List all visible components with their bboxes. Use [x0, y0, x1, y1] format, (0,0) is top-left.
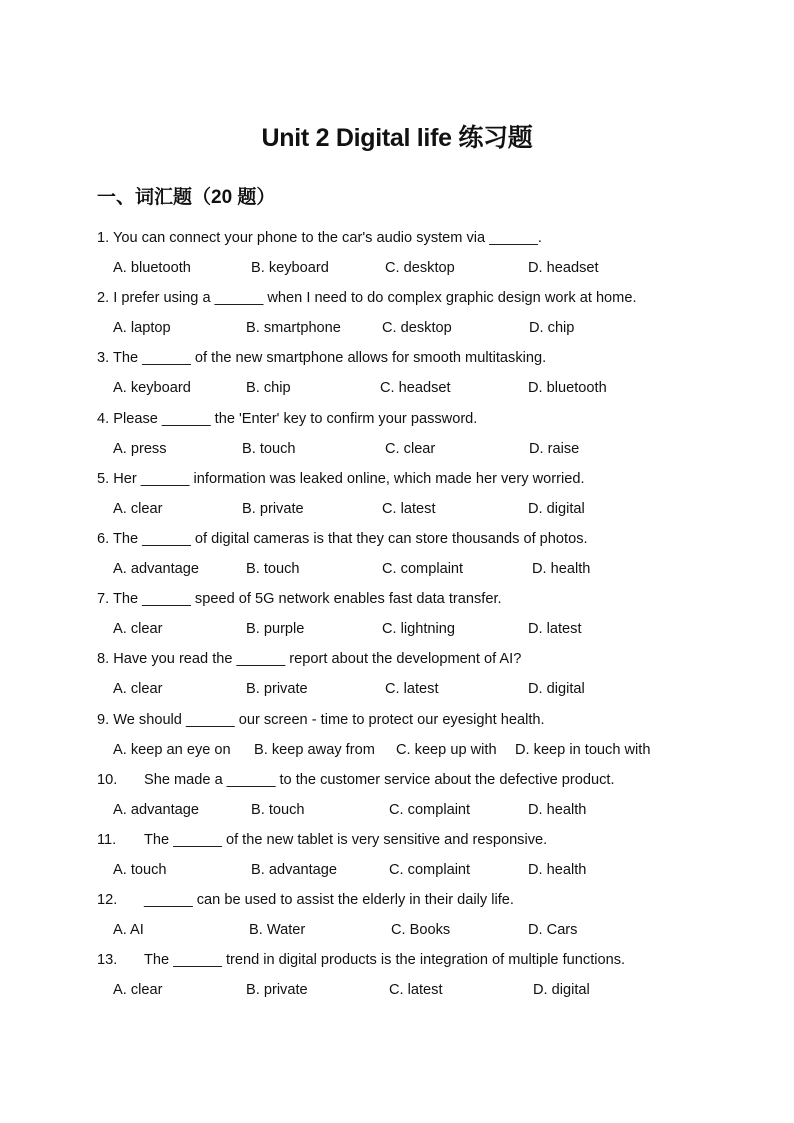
question-number: 1.: [97, 230, 110, 246]
question-stem: [97, 524, 717, 554]
option-d: D. latest: [528, 621, 582, 638]
option-b: B. touch: [246, 560, 300, 577]
answer-options: [97, 434, 717, 464]
option-a: A. touch: [113, 861, 167, 878]
option-c: C. clear: [385, 440, 436, 457]
option-a: A. advantage: [113, 560, 200, 577]
option-a: A. press: [113, 440, 167, 457]
question-stem: [97, 343, 717, 373]
option-d: D. raise: [529, 440, 580, 457]
option-b: B. private: [246, 681, 308, 698]
option-d: D. health: [528, 861, 587, 878]
question-text: The ______ trend in digital products is the integration of multiple functions.: [144, 952, 626, 969]
option-b: B. touch: [251, 801, 305, 818]
question-text: The ______ of the new tablet is very sensitive and responsive.: [144, 831, 548, 848]
answer-options: [97, 735, 717, 765]
question-item: [97, 464, 717, 524]
option-a: A. keyboard: [113, 380, 191, 397]
option-d: D. keep in touch with: [515, 741, 651, 758]
question-text: The ______ of the new smartphone allows for smooth multitasking.: [112, 350, 547, 367]
answer-options: [97, 795, 717, 825]
question-stem: [97, 705, 717, 735]
question-stem: [97, 404, 717, 434]
question-text: I prefer using a ______ when I need to do complex graphic design work at home.: [113, 290, 637, 307]
question-item: [97, 825, 717, 885]
question-text: The ______ of digital cameras is that they can store thousands of photos.: [112, 530, 588, 547]
option-a: A. advantage: [113, 801, 200, 818]
option-d: D. digital: [533, 982, 590, 999]
question-number: 5.: [97, 470, 110, 487]
option-b: B. touch: [242, 440, 296, 457]
option-a: A. keep an eye on: [113, 741, 231, 758]
question-text: She made a ______ to the customer service about the defective product.: [144, 771, 615, 788]
option-d: D. digital: [528, 681, 585, 698]
option-d: D. chip: [529, 320, 575, 337]
option-c: C. Books: [391, 922, 451, 939]
option-a: A. clear: [113, 982, 163, 999]
answer-options: [97, 855, 717, 885]
option-c: C. lightning: [382, 621, 456, 638]
option-c: C. headset: [380, 380, 451, 397]
option-c: C. latest: [385, 681, 439, 698]
question-text: Please ______ the 'Enter' key to confirm your password.: [113, 410, 478, 427]
option-c: C. keep up with: [396, 741, 497, 758]
option-b: B. smartphone: [246, 320, 341, 337]
answer-options: [97, 915, 717, 945]
option-c: C. complaint: [389, 861, 471, 878]
question-number: 2.: [97, 290, 110, 307]
question-item: [97, 524, 717, 584]
option-b: B. keyboard: [251, 260, 329, 276]
option-c: C. latest: [389, 982, 443, 999]
question-stem: [97, 825, 717, 855]
answer-options: [97, 253, 717, 283]
question-item: [97, 343, 717, 403]
question-item: [97, 765, 717, 825]
option-a: A. bluetooth: [113, 260, 191, 276]
option-d: D. bluetooth: [528, 380, 607, 397]
option-b: B. Water: [249, 922, 306, 939]
option-a: A. clear: [113, 621, 163, 638]
question-stem: [97, 885, 717, 915]
question-text: Her ______ information was leaked online, which made her very worried.: [113, 470, 585, 487]
option-d: D. health: [532, 560, 591, 577]
question-number: 12.: [97, 892, 118, 909]
question-item: [97, 705, 717, 765]
question-stem: [97, 945, 717, 975]
option-c: C. complaint: [382, 560, 464, 577]
question-number: 6.: [97, 530, 110, 547]
question-stem: [97, 464, 717, 494]
option-b: B. private: [246, 982, 308, 999]
option-c: C. desktop: [385, 260, 455, 276]
option-a: A. AI: [113, 922, 144, 939]
question-number: 10.: [97, 771, 118, 788]
option-a: A. clear: [113, 500, 163, 517]
question-text: We should ______ our screen - time to protect our eyesight health.: [113, 711, 545, 728]
option-d: D. health: [528, 801, 587, 818]
question-item: [97, 404, 717, 464]
option-a: A. laptop: [113, 320, 171, 337]
section-heading: 一、词汇题（20 题）: [97, 187, 276, 208]
question-number: 9.: [97, 711, 110, 728]
question-number: 8.: [97, 651, 110, 668]
question-number: 4.: [97, 410, 110, 427]
answer-options: [97, 674, 717, 704]
question-item: [97, 644, 717, 704]
question-stem: [97, 584, 717, 614]
question-stem: [97, 644, 717, 674]
question-number: 7.: [97, 591, 110, 608]
question-stem: [97, 283, 717, 313]
option-b: B. keep away from: [254, 741, 375, 758]
question-list: [97, 223, 717, 1005]
page-title: Unit 2 Digital life 练习题: [261, 124, 533, 152]
option-c: C. complaint: [389, 801, 471, 818]
answer-options: [97, 614, 717, 644]
question-stem: [97, 223, 717, 253]
answer-options: [97, 554, 717, 584]
answer-options: [97, 975, 717, 1005]
option-d: D. digital: [528, 500, 585, 517]
question-number: 13.: [97, 952, 118, 969]
question-text: The ______ speed of 5G network enables fast data transfer.: [112, 591, 502, 608]
question-text: You can connect your phone to the car's audio system via ______.: [112, 230, 542, 246]
answer-options: [97, 494, 717, 524]
question-item: [97, 223, 717, 283]
question-item: [97, 885, 717, 945]
question-number: 11.: [97, 831, 117, 848]
option-a: A. clear: [113, 681, 163, 698]
option-d: D. headset: [528, 260, 599, 276]
question-stem: [97, 765, 717, 795]
option-d: D. Cars: [528, 922, 578, 939]
question-item: [97, 283, 717, 343]
option-b: B. chip: [246, 380, 291, 397]
option-b: B. advantage: [251, 861, 338, 878]
question-text: Have you read the ______ report about the development of AI?: [113, 651, 522, 668]
question-item: [97, 584, 717, 644]
option-b: B. private: [242, 500, 304, 517]
question-number: 3.: [97, 350, 110, 367]
question-item: [97, 945, 717, 1005]
option-c: C. latest: [382, 500, 436, 517]
answer-options: [97, 313, 717, 343]
question-text: ______ can be used to assist the elderly in their daily life.: [144, 892, 514, 909]
option-c: C. desktop: [382, 320, 452, 337]
answer-options: [97, 373, 717, 403]
option-b: B. purple: [246, 621, 305, 638]
